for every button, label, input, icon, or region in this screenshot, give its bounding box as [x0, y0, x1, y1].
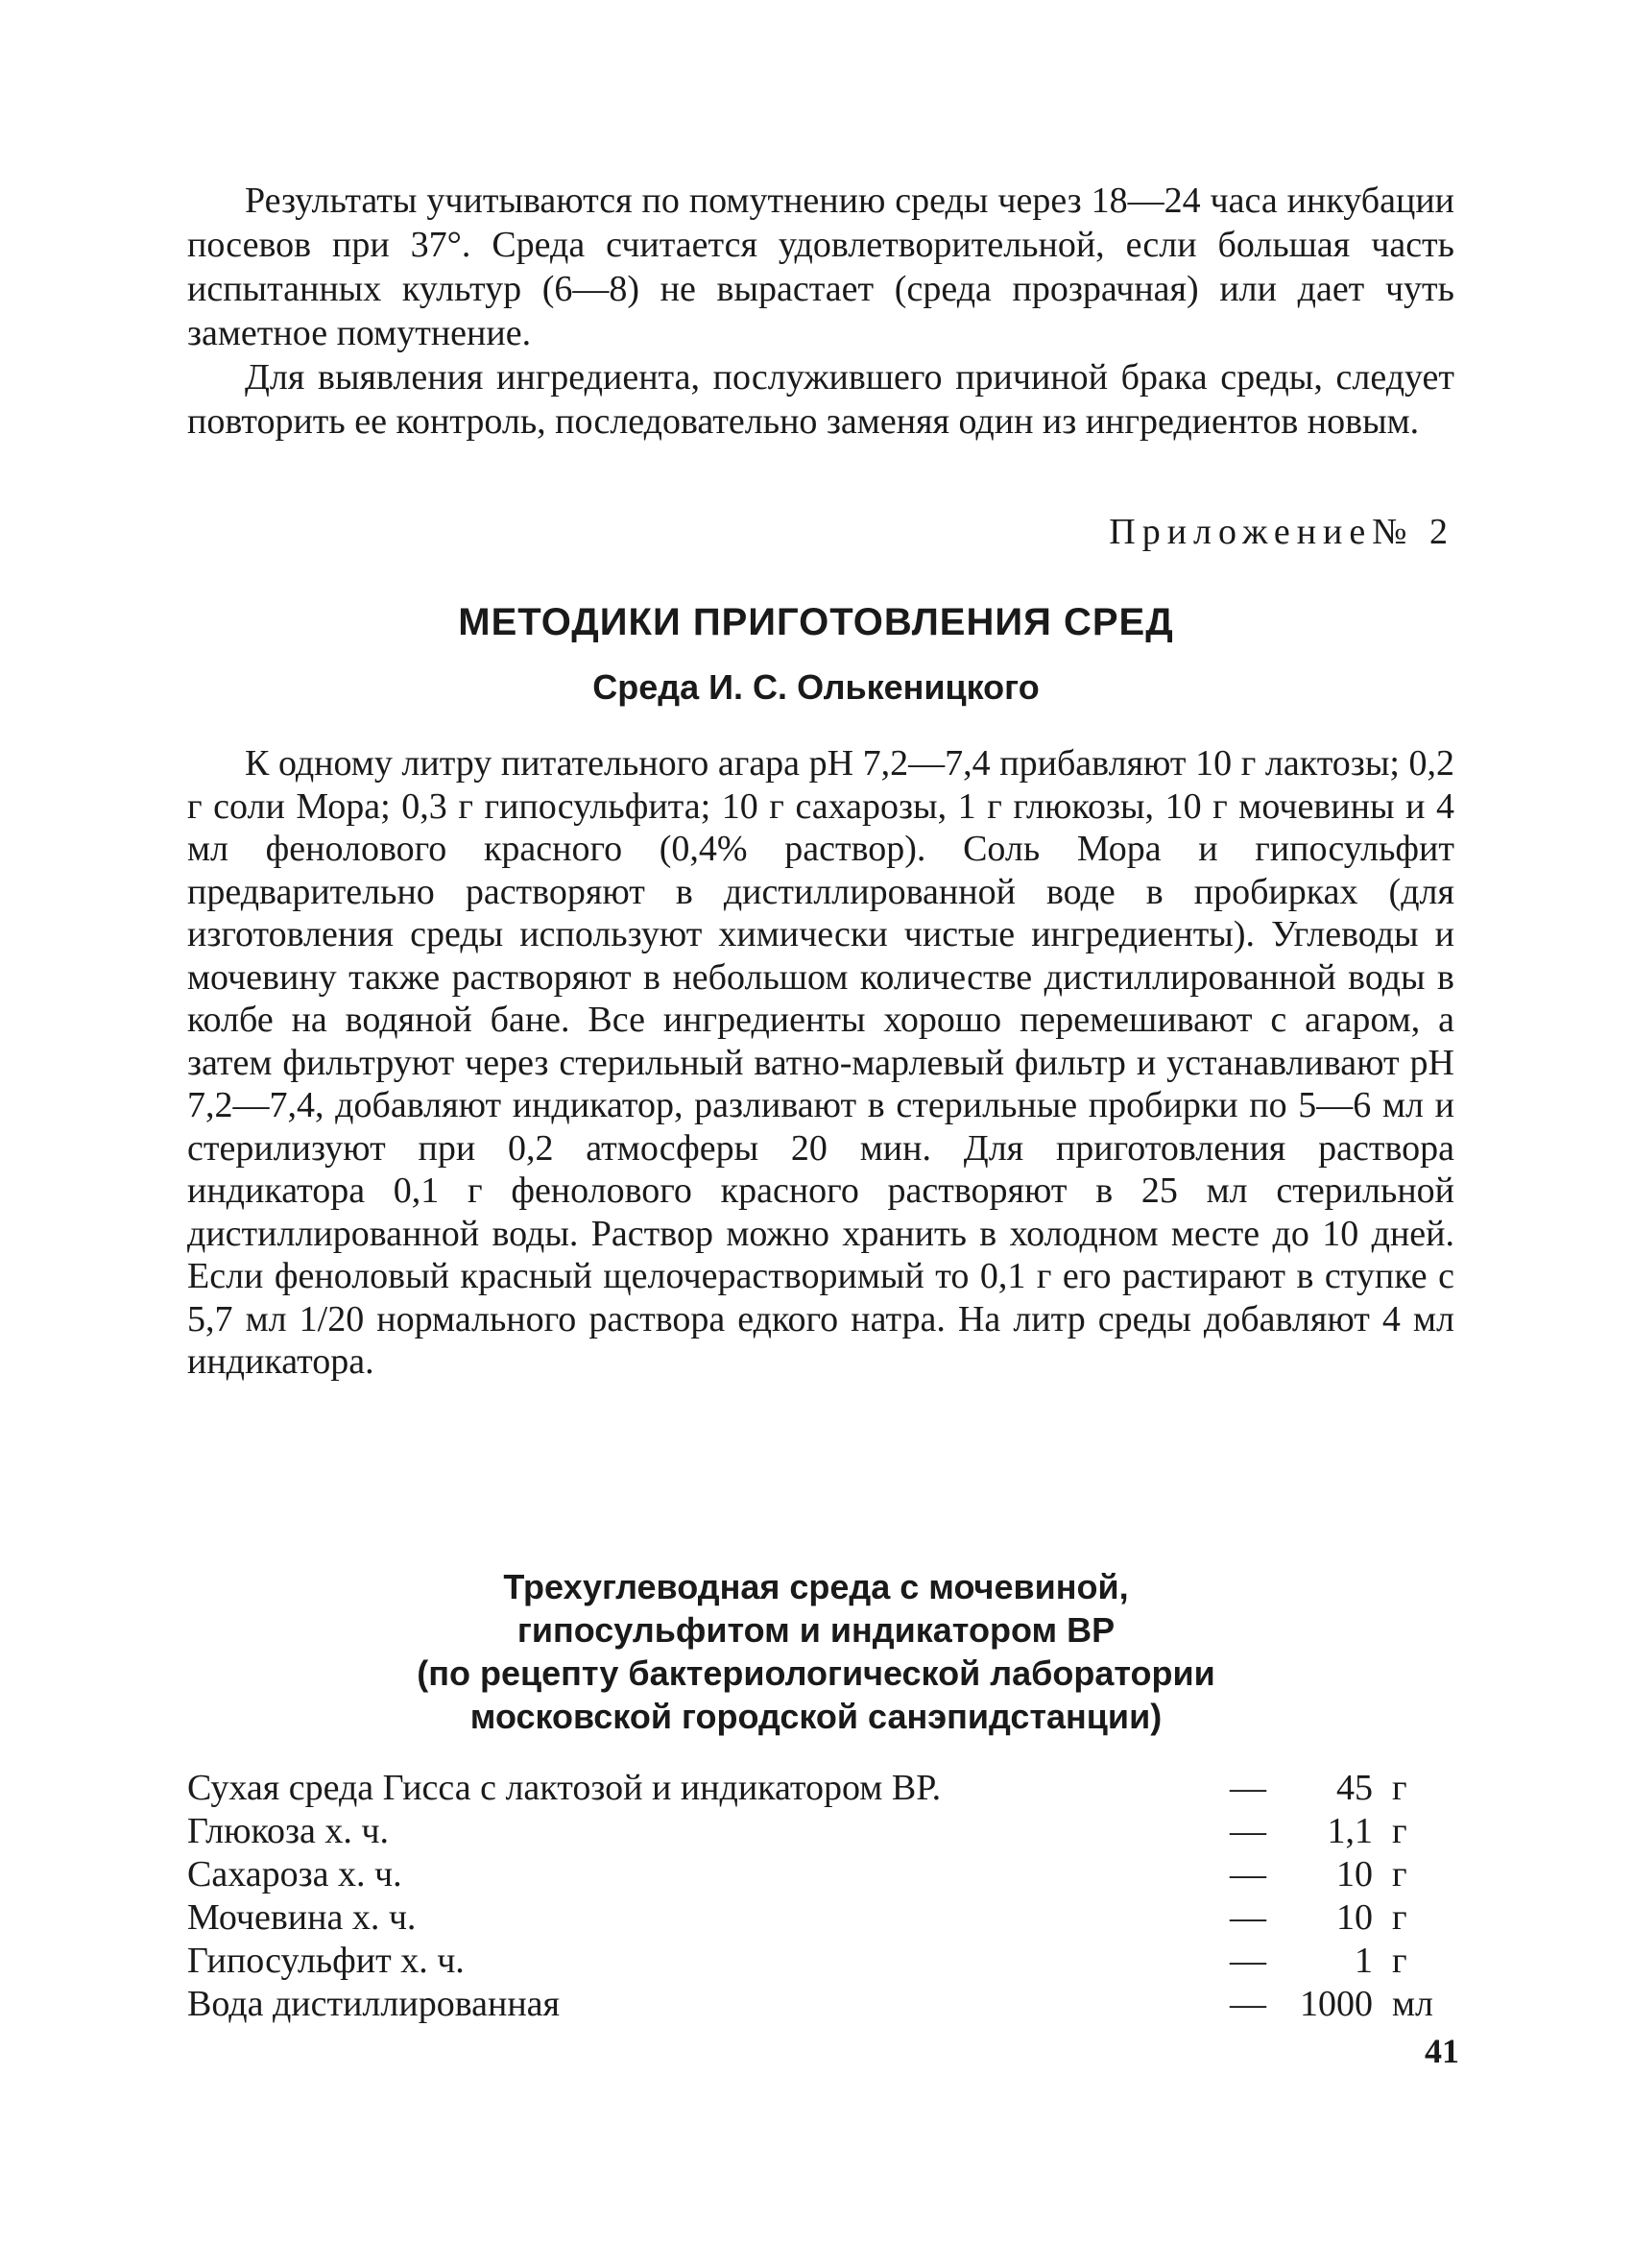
recipe-unit: г	[1392, 1941, 1407, 1981]
recipe-dash: —	[1230, 1768, 1266, 1808]
recipe-ingredient: Глюкоза х. ч.	[187, 1811, 389, 1851]
recipe-dash: —	[1230, 1897, 1266, 1938]
recipe-amount: 1000	[1300, 1984, 1373, 2024]
recipe-unit: г	[1392, 1897, 1407, 1938]
recipe-ingredient: Вода дистиллированная	[187, 1984, 561, 2024]
section2-title-line: Трехуглеводная среда с мочевиной,	[503, 1567, 1129, 1606]
recipe-dash: —	[1230, 1984, 1266, 2024]
section2-title-line: московской городской санэпидстанции)	[469, 1697, 1163, 1736]
recipe-row	[187, 1767, 1454, 1810]
section2-title-line: (по рецепту бактериологической лаборатории	[417, 1653, 1215, 1693]
recipe-amount: 45	[1336, 1768, 1373, 1808]
recipe-amount: 10	[1336, 1897, 1373, 1938]
intro-text	[187, 179, 1454, 444]
recipe-unit: г	[1392, 1811, 1407, 1851]
recipe-ingredient: Мочевина х. ч.	[187, 1897, 417, 1938]
recipe-row	[187, 1853, 1454, 1896]
section2-title-line: гипосульфитом и индикатором ВР	[516, 1610, 1116, 1650]
intro-paragraph-1: Результаты учитываются по помутнению среды через 18—24 часа инкубации посевов при 37°. Среда считается удовлетворительной, если большая часть испытанных культур (6—8) не вырастает (среда прозрачная) или дает чуть заметное помутнение.	[187, 181, 1454, 353]
olkenitsky-medium-text	[187, 742, 1454, 1384]
section-subtitle: Среда И. С. Олькеницкого	[592, 667, 1040, 707]
recipe-ingredient: Гипосульфит х. ч.	[187, 1941, 465, 1981]
recipe-row	[187, 1983, 1454, 2026]
recipe-amount: 1	[1355, 1941, 1373, 1981]
recipe-row	[187, 1810, 1454, 1853]
recipe-row	[187, 1896, 1454, 1940]
intro-paragraph-2: Для выявления ингредиента, послужившего причиной брака среды, следует повторить ее контроль, последовательно заменяя один из ингредиентов новым.	[187, 357, 1454, 442]
recipe-amount: 1,1	[1327, 1811, 1373, 1851]
appendix-label: Приложение№ 2	[1109, 512, 1454, 552]
recipe-unit: мл	[1392, 1984, 1434, 2024]
olkenitsky-paragraph: К одному литру питательного агара pH 7,2—7,4 прибавляют 10 г лактозы; 0,2 г соли Мора; 0,3 г гипосульфита; 10 г сахарозы, 1 г глюкозы, 10 г мочевины и 4 мл фенолового красного (0,4% раствор). Соль Мора и гипосульфит предварительно растворяют в дистиллированной воде в пробирках (для изготовления среды используют химически чистые ингредиенты). Углеводы и мочевину также растворяют в небольшом количестве дистиллированной воды в колбе на водяной бане. Все ингредиенты хорошо перемешивают с агаром, а затем фильтруют через стерильный ватно-марлевый фильтр и устанавливают pH 7,2—7,4, добавляют индикатор, разливают в стерильные пробирки по 5—6 мл и стерилизуют при 0,2 атмосферы 20 мин. Для приготовления раствора индикатора 0,1 г фенолового красного растворяют в 25 мл стерильной дистиллированной воды. Раствор можно хранить в холодном месте до 10 дней. Если феноловый красный щелочерастворимый то 0,1 г его растирают в ступке с 5,7 мл 1/20 нормального раствора едкого натра. На литр среды добавляют 4 мл индикатора.	[187, 743, 1454, 1382]
page-number: 41	[1425, 2032, 1459, 2070]
recipe-dash: —	[1230, 1854, 1266, 1894]
recipe-unit: г	[1392, 1768, 1407, 1808]
recipe-unit: г	[1392, 1854, 1407, 1894]
recipe-row	[187, 1940, 1454, 1983]
recipe-ingredient: Сахароза х. ч.	[187, 1854, 402, 1894]
section-title: МЕТОДИКИ ПРИГОТОВЛЕНИЯ СРЕД	[458, 601, 1174, 643]
recipe-table	[187, 1767, 1454, 2026]
recipe-ingredient: Сухая среда Гисса с лактозой и индикатором ВР.	[187, 1768, 942, 1808]
recipe-dash: —	[1230, 1941, 1266, 1981]
recipe-dash: —	[1230, 1811, 1266, 1851]
recipe-amount: 10	[1336, 1854, 1373, 1894]
section2-title	[0, 1565, 1632, 1738]
